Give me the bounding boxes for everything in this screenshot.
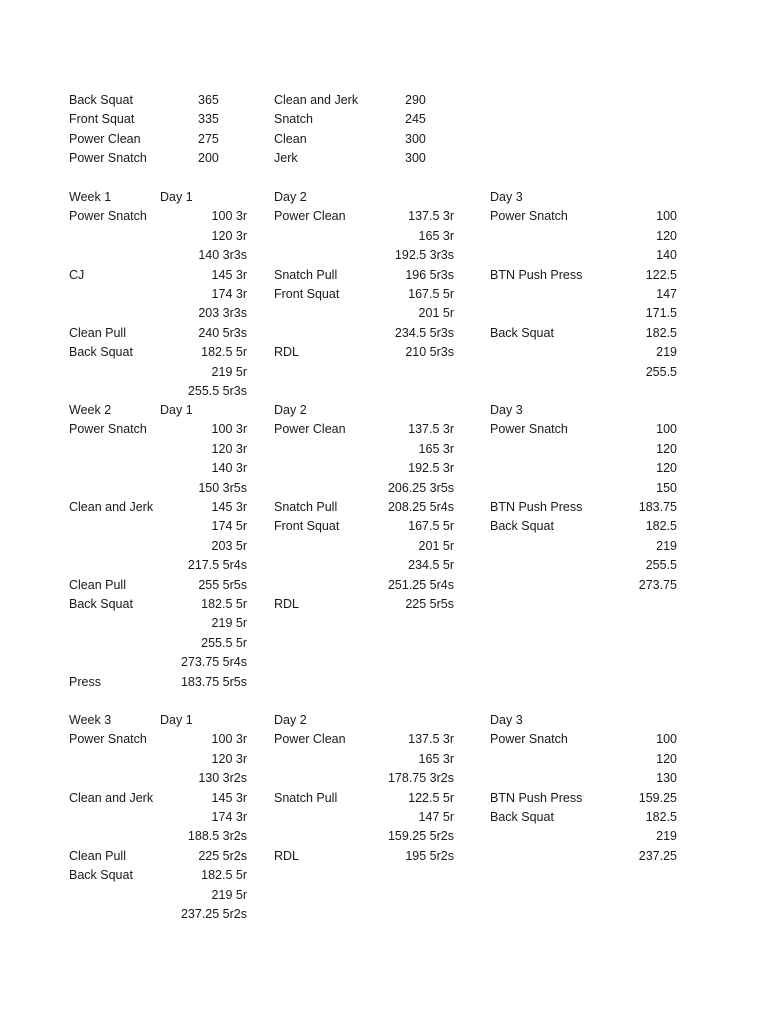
exercise-row — [0, 808, 768, 827]
set-prescription: 159.25 5r2s — [387, 829, 454, 844]
exercise-name: RDL — [274, 345, 300, 360]
exercise-name: CJ — [69, 267, 85, 282]
lift-name: Power Clean — [69, 131, 141, 146]
exercise-name: BTN Push Press — [490, 267, 583, 282]
set-weight: 219 — [656, 829, 677, 844]
set-prescription: 201 5r — [418, 538, 454, 553]
lift-name: Power Snatch — [69, 151, 147, 166]
set-prescription: 174 5r — [211, 519, 247, 534]
lift-name: Clean — [274, 131, 307, 146]
set-prescription: 188.5 3r2s — [187, 829, 247, 844]
exercise-name: Back Squat — [69, 345, 133, 360]
set-prescription: 251.25 5r4s — [387, 577, 454, 592]
set-weight: 120 — [656, 751, 677, 766]
set-weight: 100 — [656, 422, 677, 437]
week-header — [0, 401, 768, 420]
exercise-row — [0, 556, 768, 575]
exercise-name: Snatch Pull — [274, 790, 338, 805]
exercise-name: BTN Push Press — [490, 500, 583, 514]
set-prescription: 100 3r — [211, 209, 247, 224]
set-prescription: 234.5 5r3s — [394, 325, 454, 340]
set-prescription: 137.5 3r — [408, 209, 454, 224]
set-prescription: 208.25 5r4s — [387, 500, 454, 514]
exercise-name: Front Squat — [274, 519, 340, 534]
day-label: Day 2 — [274, 190, 307, 204]
set-weight: 171.5 — [645, 306, 677, 321]
exercise-name: Power Snatch — [69, 209, 147, 224]
exercise-row — [0, 673, 768, 692]
set-prescription: 100 3r — [211, 422, 247, 437]
exercise-row — [0, 498, 768, 517]
set-prescription: 165 3r — [418, 228, 454, 243]
max-value: 275 — [198, 131, 219, 146]
set-weight: 237.25 — [638, 848, 677, 863]
set-prescription: 137.5 3r — [408, 732, 454, 747]
set-prescription: 225 5r5s — [405, 597, 454, 611]
exercise-name: Press — [69, 674, 101, 689]
set-prescription: 174 3r — [211, 287, 247, 301]
set-weight: 120 — [656, 228, 677, 243]
set-prescription: 217.5 5r4s — [187, 558, 247, 573]
set-prescription: 182.5 5r — [201, 868, 247, 883]
exercise-row — [0, 363, 768, 382]
exercise-name: Power Clean — [274, 209, 346, 224]
exercise-row — [0, 420, 768, 439]
exercise-row — [0, 653, 768, 672]
lift-name: Snatch — [274, 112, 313, 127]
set-prescription: 167.5 5r — [408, 519, 454, 534]
set-prescription: 192.5 3r3s — [394, 248, 454, 263]
set-prescription: 237.25 5r2s — [180, 907, 247, 921]
exercise-row — [0, 324, 768, 343]
set-prescription: 167.5 5r — [408, 287, 454, 301]
exercise-name: Power Snatch — [490, 732, 568, 747]
set-weight: 255.5 — [645, 364, 677, 379]
max-row — [0, 110, 768, 129]
set-weight: 219 — [656, 538, 677, 553]
set-prescription: 273.75 5r4s — [180, 655, 247, 670]
set-prescription: 122.5 5r — [408, 790, 454, 805]
exercise-name: Snatch Pull — [274, 500, 338, 514]
exercise-name: Power Snatch — [69, 422, 147, 437]
lift-name: Jerk — [274, 151, 298, 166]
set-prescription: 219 5r — [211, 364, 247, 379]
exercise-row — [0, 847, 768, 866]
week-label: Week 3 — [69, 713, 112, 727]
set-prescription: 140 3r — [211, 461, 247, 476]
exercise-row — [0, 459, 768, 478]
set-prescription: 196 5r3s — [405, 267, 454, 282]
max-row — [0, 149, 768, 168]
exercise-name: Power Snatch — [490, 209, 568, 224]
set-prescription: 174 3r — [211, 810, 247, 824]
set-weight: 100 — [656, 732, 677, 747]
exercise-name: Power Snatch — [69, 732, 147, 747]
exercise-row — [0, 827, 768, 846]
set-weight: 130 — [656, 771, 677, 786]
set-prescription: 240 5r3s — [198, 325, 247, 340]
week-header — [0, 188, 768, 207]
exercise-row — [0, 595, 768, 614]
set-prescription: 165 3r — [418, 751, 454, 766]
set-weight: 140 — [656, 248, 677, 263]
exercise-row — [0, 614, 768, 633]
max-value: 290 — [405, 93, 426, 107]
day-label: Day 2 — [274, 403, 307, 417]
set-weight: 120 — [656, 441, 677, 456]
exercise-name: Back Squat — [69, 868, 133, 883]
set-prescription: 120 3r — [211, 751, 247, 766]
set-prescription: 255 5r5s — [198, 577, 247, 592]
max-value: 300 — [405, 131, 426, 146]
set-prescription: 150 3r5s — [198, 480, 247, 495]
set-prescription: 182.5 5r — [201, 345, 247, 360]
set-prescription: 140 3r3s — [198, 248, 247, 263]
exercise-name: Back Squat — [490, 325, 554, 340]
max-row — [0, 91, 768, 110]
lift-name: Back Squat — [69, 93, 133, 107]
exercise-row — [0, 905, 768, 924]
set-prescription: 219 5r — [211, 616, 247, 631]
max-value: 365 — [198, 93, 219, 107]
exercise-name: Snatch Pull — [274, 267, 338, 282]
exercise-name: Front Squat — [274, 287, 340, 301]
set-prescription: 195 5r2s — [405, 848, 454, 863]
max-row — [0, 130, 768, 149]
set-prescription: 219 5r — [211, 887, 247, 902]
set-prescription: 225 5r2s — [198, 848, 247, 863]
exercise-row — [0, 440, 768, 459]
exercise-name: Clean and Jerk — [69, 500, 154, 514]
set-weight: 219 — [656, 345, 677, 360]
exercise-row — [0, 246, 768, 265]
lift-name: Clean and Jerk — [274, 93, 359, 107]
set-prescription: 100 3r — [211, 732, 247, 747]
exercise-row — [0, 634, 768, 653]
set-prescription: 178.75 3r2s — [387, 771, 454, 786]
set-weight: 122.5 — [645, 267, 677, 282]
exercise-row — [0, 343, 768, 362]
set-weight: 255.5 — [645, 558, 677, 573]
day-label: Day 2 — [274, 713, 307, 727]
set-weight: 100 — [656, 209, 677, 224]
set-prescription: 206.25 3r5s — [387, 480, 454, 495]
week-header — [0, 711, 768, 730]
set-weight: 147 — [656, 287, 677, 301]
set-prescription: 145 3r — [211, 500, 247, 514]
set-prescription: 203 5r — [211, 538, 247, 553]
exercise-name: Clean Pull — [69, 577, 126, 592]
lift-name: Front Squat — [69, 112, 135, 127]
exercise-row — [0, 886, 768, 905]
set-prescription: 130 3r2s — [198, 771, 247, 786]
exercise-name: Clean Pull — [69, 325, 126, 340]
set-prescription: 255.5 5r3s — [187, 384, 247, 398]
exercise-name: Back Squat — [69, 597, 133, 611]
set-prescription: 120 3r — [211, 441, 247, 456]
set-prescription: 210 5r3s — [405, 345, 454, 360]
exercise-row — [0, 227, 768, 246]
set-prescription: 145 3r — [211, 267, 247, 282]
set-prescription: 192.5 3r — [408, 461, 454, 476]
exercise-name: Power Clean — [274, 732, 346, 747]
exercise-name: Back Squat — [490, 519, 554, 534]
exercise-row — [0, 730, 768, 749]
exercise-name: RDL — [274, 848, 300, 863]
set-prescription: 165 3r — [418, 441, 454, 456]
exercise-row — [0, 537, 768, 556]
set-weight: 182.5 — [645, 519, 677, 534]
set-prescription: 203 3r3s — [198, 306, 247, 321]
set-prescription: 255.5 5r — [201, 635, 247, 650]
set-prescription: 145 3r — [211, 790, 247, 805]
week-label: Week 2 — [69, 403, 112, 417]
exercise-row — [0, 266, 768, 285]
exercise-name: Clean Pull — [69, 848, 126, 863]
max-value: 335 — [198, 112, 219, 127]
day-label: Day 3 — [490, 403, 523, 417]
set-weight: 182.5 — [645, 325, 677, 340]
set-weight: 120 — [656, 461, 677, 476]
set-weight: 273.75 — [638, 577, 677, 592]
exercise-row — [0, 207, 768, 226]
exercise-row — [0, 750, 768, 769]
set-prescription: 183.75 5r5s — [180, 674, 247, 689]
exercise-row — [0, 517, 768, 536]
set-prescription: 201 5r — [418, 306, 454, 321]
exercise-name: RDL — [274, 597, 300, 611]
exercise-row — [0, 769, 768, 788]
day-label: Day 3 — [490, 190, 523, 204]
set-prescription: 234.5 5r — [408, 558, 454, 573]
exercise-name: Power Snatch — [490, 422, 568, 437]
max-value: 300 — [405, 151, 426, 166]
set-weight: 150 — [656, 480, 677, 495]
exercise-row — [0, 576, 768, 595]
exercise-name: Clean and Jerk — [69, 790, 154, 805]
set-weight: 182.5 — [645, 810, 677, 824]
exercise-row — [0, 382, 768, 401]
set-prescription: 137.5 3r — [408, 422, 454, 437]
day-label: Day 1 — [160, 713, 193, 727]
exercise-row — [0, 866, 768, 885]
day-label: Day 1 — [160, 190, 193, 204]
exercise-row — [0, 285, 768, 304]
exercise-row — [0, 304, 768, 323]
day-label: Day 3 — [490, 713, 523, 727]
set-prescription: 182.5 5r — [201, 597, 247, 611]
set-weight: 159.25 — [638, 790, 677, 805]
exercise-row — [0, 789, 768, 808]
exercise-row — [0, 479, 768, 498]
exercise-name: Power Clean — [274, 422, 346, 437]
exercise-name: BTN Push Press — [490, 790, 583, 805]
day-label: Day 1 — [160, 403, 193, 417]
set-prescription: 120 3r — [211, 228, 247, 243]
max-value: 200 — [198, 151, 219, 166]
max-value: 245 — [405, 112, 426, 127]
week-label: Week 1 — [69, 190, 112, 204]
set-prescription: 147 5r — [418, 810, 454, 824]
exercise-name: Back Squat — [490, 810, 554, 824]
set-weight: 183.75 — [638, 500, 677, 514]
